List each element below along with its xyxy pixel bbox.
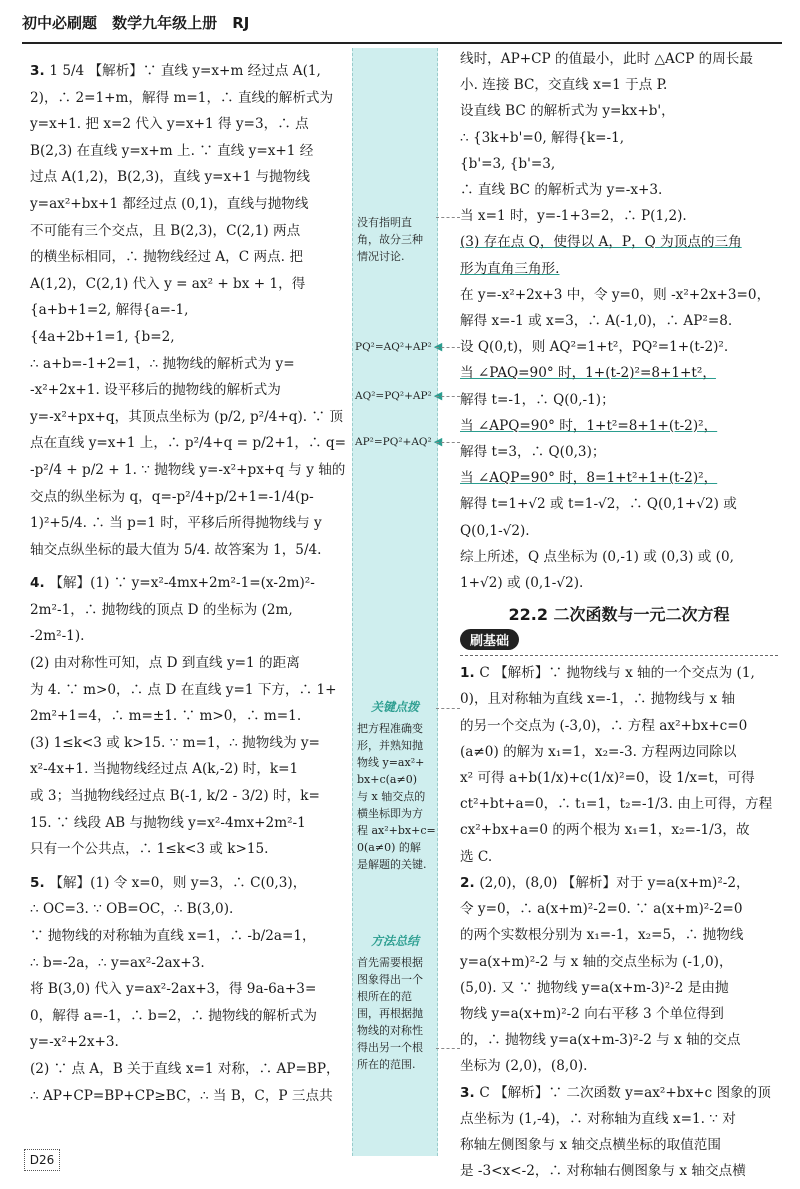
line-text: 的两个实数根分别为 x₁=-1，x₂=5，∴ 抛物线: [460, 927, 744, 944]
line-text: A(1,2)，C(2,1) 代入 y = ax² + bx + 1，得: [30, 275, 306, 292]
line-text: -x²+2x+1. 设平移后的抛物线的解析式为: [30, 382, 281, 399]
line-text: 2m²+1=4，∴ m=±1. ∵ m>0，∴ m=1.: [30, 708, 302, 725]
note-line: 所在的范围.: [357, 1058, 416, 1071]
text-line: [30, 650, 352, 677]
text-line: [30, 85, 352, 112]
text-line: [30, 351, 352, 378]
text-line: [460, 256, 778, 282]
line-text: ∵ 抛物线的对称轴为直线 x=1，∴ -b/2a=1，: [30, 928, 316, 944]
line-text: 解得 t=-1，∴ Q(0,-1)；: [460, 391, 615, 408]
text-line: [460, 791, 778, 817]
text-line: [460, 1132, 778, 1158]
note-line: bx+c(a≠0): [357, 773, 417, 786]
note-line: 围，再根据抛: [357, 1007, 423, 1020]
note-line: 没有指明直: [357, 216, 412, 229]
question-start-line: [30, 870, 352, 897]
note-line: 与 x 轴交点的: [357, 790, 426, 803]
text-line: [30, 950, 352, 977]
text-line: [460, 203, 778, 229]
line-text: 2m²-1，∴ 抛物线的顶点 D 的坐标为 (2m,: [30, 601, 293, 618]
line-text: 将 B(3,0) 代入 y=ax²-2ax+3，得 9a-6a+3=: [30, 981, 317, 998]
note-line: 把方程准确变: [357, 722, 423, 735]
sidebar-note-method: [357, 954, 423, 1073]
line-text: 小. 连接 BC，交直线 x=1 于点 P.: [460, 77, 668, 94]
line-text: ∴ a+b=-1+2=1，∴ 抛物线的解析式为 y=: [30, 355, 295, 372]
leader-line: [436, 217, 460, 218]
line-text: 当 ∠PAQ=90° 时，1+(t-2)²=8+1+t²，: [460, 365, 716, 382]
line-text: ∴ b=-2a，∴ y=ax²-2ax+3.: [30, 954, 205, 971]
line-text: 形为直角三角形.: [460, 260, 560, 277]
line-text: 0)，且对称轴为直线 x=-1，∴ 抛物线与 x 轴: [460, 691, 736, 708]
text-line: [30, 271, 352, 298]
sidebar-formula-2: [355, 389, 442, 402]
subject-title: 数学九年级上册: [112, 14, 218, 32]
line-text: 只有一个公共点，∴ 1≤k<3 或 k>15.: [30, 841, 269, 858]
line-text: 当 ∠APQ=90° 时，1+t²=8+1+(t-2)²，: [460, 417, 718, 434]
line-text: 15. ∵ 线段 AB 与抛物线 y=x²-4mx+2m²-1: [30, 814, 306, 831]
formula-text: AP²=PQ²+AQ²: [355, 436, 432, 448]
question-number: 3.: [460, 1084, 480, 1101]
note-line: 0(a≠0) 的解: [357, 841, 421, 854]
text-line: [460, 739, 778, 765]
text-line: [30, 1029, 352, 1056]
line-text: ∴ {3k+b'=0, 解得{k=-1,: [460, 129, 625, 146]
line-text: B(2,3) 在直线 y=x+m 上. ∵ 直线 y=x+1 经: [30, 142, 314, 159]
text-line: [460, 491, 778, 517]
text-line: [30, 218, 352, 245]
left-column: [30, 58, 352, 1148]
text-line: [460, 151, 778, 177]
note-line: 首先需要根据: [357, 956, 423, 969]
line-text: ct²+bt+a=0，∴ t₁=1，t₂=-1/3. 由上可得，方程: [460, 796, 773, 813]
sidebar-formula-3: [355, 435, 442, 448]
line-text: 不可能有三个交点，且 B(2,3)，C(2,1) 两点: [30, 222, 301, 239]
line-text: 称轴左侧图象与 x 轴交点横坐标的取值范围: [460, 1136, 721, 1153]
text-line: [30, 297, 352, 324]
note-line: 角，故分三种: [357, 233, 423, 246]
line-text: (2) 由对称性可知，点 D 到直线 y=1 的距离: [30, 655, 300, 672]
text-line: [460, 439, 778, 465]
line-text: 当 ∠AQP=90° 时，8=1+t²+1+(t-2)²，: [460, 470, 718, 487]
sidebar-note-right-angle: [357, 214, 423, 265]
leader-line: [436, 442, 460, 443]
line-text: 【解】(1) ∵ y=x²-4mx+2m²-1=(x-2m)²-: [49, 575, 315, 592]
line-text: 坐标为 (2,0)，(8,0).: [460, 1058, 588, 1075]
book-title: 初中必刷题: [22, 14, 98, 32]
line-text: 的横坐标相同，∴ 抛物线经过 A，C 两点. 把: [30, 249, 303, 266]
line-text: 综上所述，Q 点坐标为 (0,-1) 或 (0,3) 或 (0,: [460, 548, 734, 565]
line-text: 设直线 BC 的解析式为 y=kx+b'，: [460, 103, 675, 120]
text-line: [30, 1056, 352, 1083]
line-text: y=ax²+bx+1 都经过点 (0,1)，直线与抛物线: [30, 195, 309, 212]
method-summary-heading: 方法总结: [371, 934, 420, 948]
text-line: [460, 125, 778, 151]
line-text: y=-x²+px+q，其顶点坐标为 (p/2, p²/4+q). ∵ 顶: [30, 408, 343, 425]
text-line: [30, 457, 352, 484]
line-text: 令 y=0，∴ a(x+m)²-2=0. ∵ a(x+m)²-2=0: [460, 901, 743, 918]
text-line: [460, 949, 778, 975]
text-line: [30, 810, 352, 837]
text-line: [30, 703, 352, 730]
text-line: [30, 191, 352, 218]
text-line: [30, 976, 352, 1003]
text-line: [460, 713, 778, 739]
text-line: [30, 377, 352, 404]
text-line: [30, 756, 352, 783]
note-line: 形，并熟知抛: [357, 739, 423, 752]
line-text: {b'=3, {b'=3,: [460, 155, 556, 172]
line-text: 1)²+5/4. ∴ 当 p=1 时，平移后所得抛物线与 y: [30, 515, 322, 532]
leader-line: [436, 396, 460, 397]
note-line: 物线的对称性: [357, 1024, 423, 1037]
line-text: C 【解析】∵ 抛物线与 x 轴的一个交点为 (1,: [479, 665, 755, 682]
question-number: 3.: [30, 63, 50, 79]
leader-line: [436, 708, 460, 709]
line-text: 点坐标为 (1,-4)，∴ 对称轴为直线 x=1. ∵ 对: [460, 1110, 736, 1127]
line-text: 解得 x=-1 或 x=3，∴ A(-1,0)，∴ AP²=8.: [460, 313, 733, 330]
line-text: 1+√2) 或 (0,1-√2).: [460, 575, 584, 592]
text-line: [30, 730, 352, 757]
text-line: [30, 404, 352, 431]
section-title: 22.2 二次函数与一元二次方程: [508, 605, 730, 625]
line-text: 解得 t=3，∴ Q(0,3)；: [460, 444, 606, 461]
line-text: x² 可得 a+b(1/x)+c(1/x)²=0，设 1/x=t，可得: [460, 770, 755, 787]
text-line: [30, 896, 352, 923]
text-line: [460, 1001, 778, 1027]
line-text: (2,0)，(8,0) 【解析】对于 y=a(x+m)²-2，: [479, 874, 750, 891]
line-text: Q(0,1-√2).: [460, 522, 530, 539]
question-number: 1.: [460, 665, 480, 682]
line-text: 是 -3<x<-2，∴ 对称轴右侧图象与 x 轴交点横: [460, 1163, 746, 1180]
line-text: y=a(x+m)²-2 与 x 轴的交点坐标为 (-1,0)，: [460, 953, 733, 970]
arrow-icon: ◀: [433, 340, 443, 353]
text-line: [460, 308, 778, 334]
formula-text: PQ²=AQ²+AP²: [355, 341, 432, 353]
text-line: [30, 510, 352, 537]
text-line: [30, 783, 352, 810]
line-text: 或 3；当抛物线经过点 B(-1, k/2 - 3/2) 时，k=: [30, 788, 320, 805]
line-text: (a≠0) 的解为 x₁=1，x₂=-3. 方程两边同除以: [460, 743, 737, 760]
note-line: 根所在的范: [357, 990, 412, 1003]
text-line: [460, 229, 778, 255]
right-column: [460, 46, 778, 1180]
note-line: 是解题的关键.: [357, 858, 427, 871]
line-text: (3) 存在点 Q，使得以 A，P，Q 为顶点的三角: [460, 234, 742, 251]
paragraph-gap: [30, 863, 352, 870]
leader-line: [436, 347, 460, 348]
badge-row: [460, 629, 778, 656]
text-line: [460, 1027, 778, 1053]
line-text: y=-x²+2x+3.: [30, 1034, 119, 1051]
line-text: -2m²-1).: [30, 628, 85, 645]
annotation-sidebar: [352, 48, 443, 1156]
text-line: [30, 677, 352, 704]
text-line: [30, 923, 352, 950]
text-line: [460, 1106, 778, 1132]
line-text: C 【解析】∵ 二次函数 y=ax²+bx+c 图象的顶: [479, 1084, 771, 1101]
question-number: 4.: [30, 575, 50, 592]
page-number: D26: [24, 1149, 60, 1171]
line-text: {4a+2b+1=1, {b=2,: [30, 328, 175, 345]
line-text: ∴ 直线 BC 的解析式为 y=-x+3.: [460, 182, 663, 199]
text-line: [30, 484, 352, 511]
text-line: [30, 623, 352, 650]
text-line: [460, 465, 778, 491]
text-line: [460, 98, 778, 124]
line-text: 点在直线 y=x+1 上，∴ p²/4+q = p/2+1，∴ q=: [30, 435, 346, 452]
key-point-heading: 关键点拨: [371, 700, 420, 714]
text-line: [30, 244, 352, 271]
line-text: ∴ AP+CP=BP+CP≥BC，∴ 当 B，C，P 三点共: [30, 1087, 333, 1104]
text-line: [460, 334, 778, 360]
text-line: [460, 817, 778, 843]
text-line: [30, 164, 352, 191]
question-start-line: [460, 1080, 778, 1106]
text-line: [460, 177, 778, 203]
sidebar-formula-1: [355, 340, 442, 353]
line-text: x²-4x+1. 当抛物线经过点 A(k,-2) 时，k=1: [30, 761, 299, 778]
text-line: [460, 922, 778, 948]
question-number: 5.: [30, 874, 50, 891]
formula-text: AQ²=PQ²+AP²: [355, 390, 432, 402]
text-line: [460, 360, 778, 386]
note-line: 情况讨论.: [357, 250, 405, 263]
text-line: [460, 72, 778, 98]
line-text: 交点的纵坐标为 q，q=-p²/4+p/2+1=-1/4(p-: [30, 488, 314, 505]
paragraph-gap: [30, 563, 352, 570]
text-line: [30, 597, 352, 624]
line-text: y=x+1. 把 x=2 代入 y=x+1 得 y=3，∴ 点: [30, 116, 309, 133]
basic-practice-badge: 刷基础: [460, 629, 519, 650]
note-line: 程 ax²+bx+c=: [357, 824, 436, 837]
arrow-icon: ◀: [433, 389, 443, 402]
text-line: [460, 896, 778, 922]
text-line: [460, 1053, 778, 1079]
line-text: 0，解得 a=-1，∴ b=2，∴ 抛物线的解析式为: [30, 1007, 317, 1024]
text-line: [460, 46, 778, 72]
text-line: [30, 1083, 352, 1110]
line-text: 的另一个交点为 (-3,0)，∴ 方程 ax²+bx+c=0: [460, 717, 748, 734]
text-line: [30, 430, 352, 457]
page-header: [22, 8, 782, 44]
note-line: 横坐标即为方: [357, 807, 423, 820]
text-line: [460, 282, 778, 308]
line-text: (2) ∵ 点 A，B 关于直线 x=1 对称，∴ AP=BP，: [30, 1060, 340, 1077]
line-text: 为 4. ∵ m>0，∴ 点 D 在直线 y=1 下方，∴ 1+: [30, 681, 337, 698]
text-line: [30, 138, 352, 165]
leader-line: [436, 1048, 460, 1049]
text-line: [460, 413, 778, 439]
line-text: 在 y=-x²+2x+3 中，令 y=0，则 -x²+2x+3=0，: [460, 286, 771, 303]
text-line: [30, 324, 352, 351]
text-line: [460, 518, 778, 544]
note-line: 图象得出一个: [357, 973, 423, 986]
question-start-line: [460, 660, 778, 686]
line-text: 【解】(1) 令 x=0，则 y=3，∴ C(0,3)，: [49, 874, 307, 891]
line-text: ∴ OC=3. ∵ OB=OC，∴ B(3,0).: [30, 901, 234, 918]
question-start-line: [30, 58, 352, 85]
line-text: 1 5/4 【解析】∵ 直线 y=x+m 经过点 A(1,: [49, 63, 321, 79]
line-text: 物线 y=a(x+m)²-2 向右平移 3 个单位得到: [460, 1005, 724, 1022]
question-number: 2.: [460, 874, 480, 891]
line-text: cx²+bx+a=0 的两个根为 x₁=1，x₂=-1/3，故: [460, 822, 750, 839]
line-text: 当 x=1 时，y=-1+3=2，∴ P(1,2).: [460, 208, 687, 225]
text-line: [30, 1003, 352, 1030]
text-line: [460, 570, 778, 596]
text-line: [30, 537, 352, 564]
line-text: (3) 1≤k<3 或 k>15. ∵ m=1，∴ 抛物线为 y=: [30, 734, 320, 751]
line-text: 设 Q(0,t)，则 AQ²=1+t²，PQ²=1+(t-2)².: [460, 339, 729, 356]
line-text: 轴交点纵坐标的最大值为 5/4. 故答案为 1，5/4.: [30, 541, 322, 558]
edition-label: RJ: [232, 14, 250, 32]
line-text: {a+b+1=2, 解得{a=-1,: [30, 302, 189, 319]
line-text: 2)，∴ 2=1+m，解得 m=1，∴ 直线的解析式为: [30, 89, 334, 106]
line-text: 线时，AP+CP 的值最小，此时 △ACP 的周长最: [460, 51, 753, 67]
text-line: [30, 111, 352, 138]
text-line: [460, 387, 778, 413]
arrow-icon: ◀: [433, 435, 443, 448]
text-line: [460, 686, 778, 712]
line-text: 过点 A(1,2)，B(2,3)，直线 y=x+1 与抛物线: [30, 169, 310, 186]
line-text: -p²/4 + p/2 + 1. ∵ 抛物线 y=-x²+px+q 与 y 轴的: [30, 461, 346, 478]
note-line: 得出另一个根: [357, 1041, 423, 1054]
text-line: [460, 1158, 778, 1184]
text-line: [460, 844, 778, 870]
note-line: 物线 y=ax²+: [357, 756, 425, 769]
text-line: [460, 975, 778, 1001]
line-text: (5,0). 又 ∵ 抛物线 y=a(x+m-3)²-2 是由抛: [460, 979, 729, 996]
line-text: 选 C.: [460, 848, 493, 865]
text-line: [460, 765, 778, 791]
question-start-line: [460, 870, 778, 896]
text-line: [30, 836, 352, 863]
line-text: 解得 t=1+√2 或 t=1-√2，∴ Q(0,1+√2) 或: [460, 496, 737, 513]
text-line: [460, 544, 778, 570]
sidebar-note-key-point: [357, 720, 436, 873]
question-start-line: [30, 570, 352, 597]
line-text: 的，∴ 抛物线 y=a(x+m-3)²-2 与 x 轴的交点: [460, 1032, 741, 1049]
